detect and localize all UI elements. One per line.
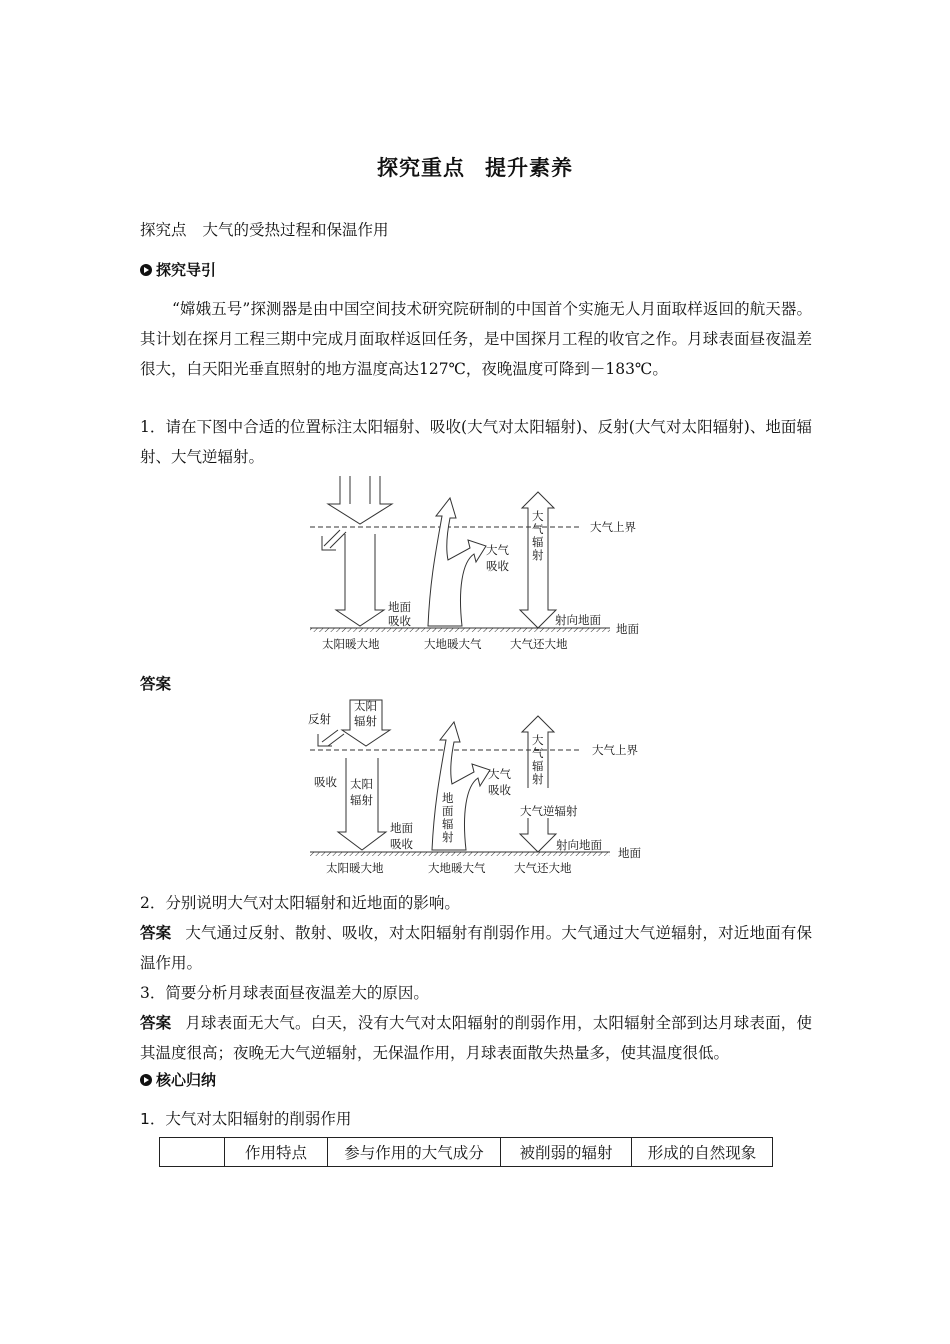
core-item-1-text: 1．大气对太阳辐射的削弱作用 (140, 1110, 352, 1128)
air-radiation-char-1: 大 (532, 509, 544, 523)
table-header-cell: 被削弱的辐射 (501, 1138, 632, 1167)
air-radiation2-char-1: 大 (532, 733, 544, 747)
section-title: 大气的受热过程和保温作用 (202, 221, 389, 239)
ground-hatch-2 (310, 852, 610, 856)
answer-2-text: 大气通过反射、散射、吸收，对太阳辐射有削弱作用。大气通过大气逆辐射，对近地面有保温作用。 (140, 924, 812, 972)
to-ground-label-2: 射向地面 (556, 838, 602, 852)
caption2-1: 太阳暖大地 (326, 861, 384, 875)
atmosphere-top-label-2: 大气上界 (592, 743, 638, 757)
atmosphere-top-label: 大气上界 (590, 520, 636, 534)
reflect-label: 反射 (308, 712, 331, 726)
caption2-3: 大气还大地 (514, 861, 572, 875)
question-1 (140, 412, 812, 472)
ground-absorb-label-2: 吸收 (388, 614, 411, 628)
air-absorb-label-1: 大气 (486, 543, 509, 557)
guide-intro-text: “嫦娥五号”探测器是由中国空间技术研究院研制的中国首个实施无人月面取样返回的航天器。其计划在探月工程三期中完成月面取样返回任务，是中国探月工程的收官之作。月球表面昼夜温差很大，白天阳光垂直照射的地方温度高达127℃，夜晚温度可降到－183℃。 (140, 300, 812, 378)
caption-2: 大地暖大气 (424, 637, 482, 651)
diagram-answer (300, 696, 660, 882)
answer-3-text: 月球表面无大气。白天，没有大气对太阳辐射的削弱作用，太阳辐射全部到达月球表面，使其温度很高；夜晚无大气逆辐射，无保温作用，月球表面散失热量多，使其温度很低。 (140, 1014, 812, 1062)
question-3-text: 3．简要分析月球表面昼夜温差大的原因。 (140, 984, 429, 1002)
guide-heading (140, 259, 216, 280)
guide-intro (140, 294, 812, 384)
answer-3 (140, 1008, 812, 1068)
air-radiation2-char-3: 辐 (532, 759, 544, 773)
ground-radiation-char-2: 面 (442, 804, 454, 818)
ground-label: 地面 (616, 622, 639, 636)
page-title (0, 152, 950, 182)
table-header-cell: 形成的自然现象 (632, 1138, 773, 1167)
core-item-1 (140, 1104, 812, 1134)
ground-radiation-char-3: 辐 (442, 817, 454, 831)
ground-radiation-char-1: 地 (442, 791, 454, 805)
diagram-blank (300, 470, 660, 660)
core-heading (140, 1069, 216, 1090)
air-absorb2-label-2: 吸收 (488, 783, 511, 797)
section-label: 探究点 (140, 221, 187, 239)
answer-2 (140, 918, 812, 978)
answer-label-1: 答案 (140, 675, 172, 693)
ground-hatch (310, 628, 610, 632)
solar-arrow-down (336, 534, 384, 626)
answer-2-label: 答案 (140, 924, 172, 942)
air-radiation-char-4: 射 (532, 548, 544, 562)
answer-3-label: 答案 (140, 1014, 172, 1032)
caption-1: 太阳暖大地 (322, 637, 380, 651)
caption2-2: 大地暖大气 (428, 861, 486, 875)
solar-label-2: 辐射 (354, 714, 377, 728)
solar2-label-2: 辐射 (350, 793, 373, 807)
ground-label-2: 地面 (618, 846, 641, 860)
solar2-label-1: 太阳 (350, 777, 373, 791)
ground-absorb2-label-2: 吸收 (390, 837, 413, 851)
page-title-part2: 提升素养 (485, 156, 573, 180)
question-2-text: 2．分别说明大气对太阳辐射和近地面的影响。 (140, 894, 460, 912)
ground-radiation-char-4: 射 (442, 830, 454, 844)
play-circle-icon (140, 264, 152, 276)
counter-radiation-label: 大气逆辐射 (520, 804, 578, 818)
air-absorb2-label-1: 大气 (488, 767, 511, 781)
question-1-text: 1．请在下图中合适的位置标注太阳辐射、吸收(大气对太阳辐射)、反射(大气对太阳辐射)、地面辐射、大气逆辐射。 (140, 418, 812, 466)
table-header-cell: 参与作用的大气成分 (328, 1138, 501, 1167)
play-circle-icon (140, 1074, 152, 1086)
page-title-part1: 探究重点 (377, 156, 465, 180)
weakening-table (159, 1137, 773, 1167)
air-absorb-label-2: 吸收 (486, 559, 509, 573)
solar-label-1: 太阳 (354, 699, 377, 713)
core-heading-text: 核心归纳 (156, 1071, 217, 1089)
air-radiation2-char-4: 射 (532, 772, 544, 786)
absorb-label: 吸收 (314, 775, 337, 789)
question-2 (140, 888, 812, 918)
ground-radiation-arrow-2 (432, 722, 490, 850)
to-ground-label: 射向地面 (555, 613, 601, 627)
reflect-arrow-2 (318, 730, 344, 746)
section-heading (140, 218, 389, 240)
reflect-arrow (322, 530, 346, 550)
question-3 (140, 978, 812, 1008)
caption-3: 大气还大地 (510, 637, 568, 651)
ground-absorb2-label-1: 地面 (390, 821, 413, 835)
solar-arrow-top (328, 476, 392, 524)
air-radiation-char-2: 气 (532, 522, 544, 536)
ground-radiation-arrow (428, 498, 486, 626)
air-radiation-char-3: 辐 (532, 535, 544, 549)
table-row (160, 1138, 773, 1167)
ground-absorb-label-1: 地面 (388, 600, 411, 614)
table-header-cell: 作用特点 (225, 1138, 328, 1167)
table-header-cell (160, 1138, 225, 1167)
guide-heading-text: 探究导引 (156, 261, 217, 279)
air-radiation2-char-2: 气 (532, 746, 544, 760)
